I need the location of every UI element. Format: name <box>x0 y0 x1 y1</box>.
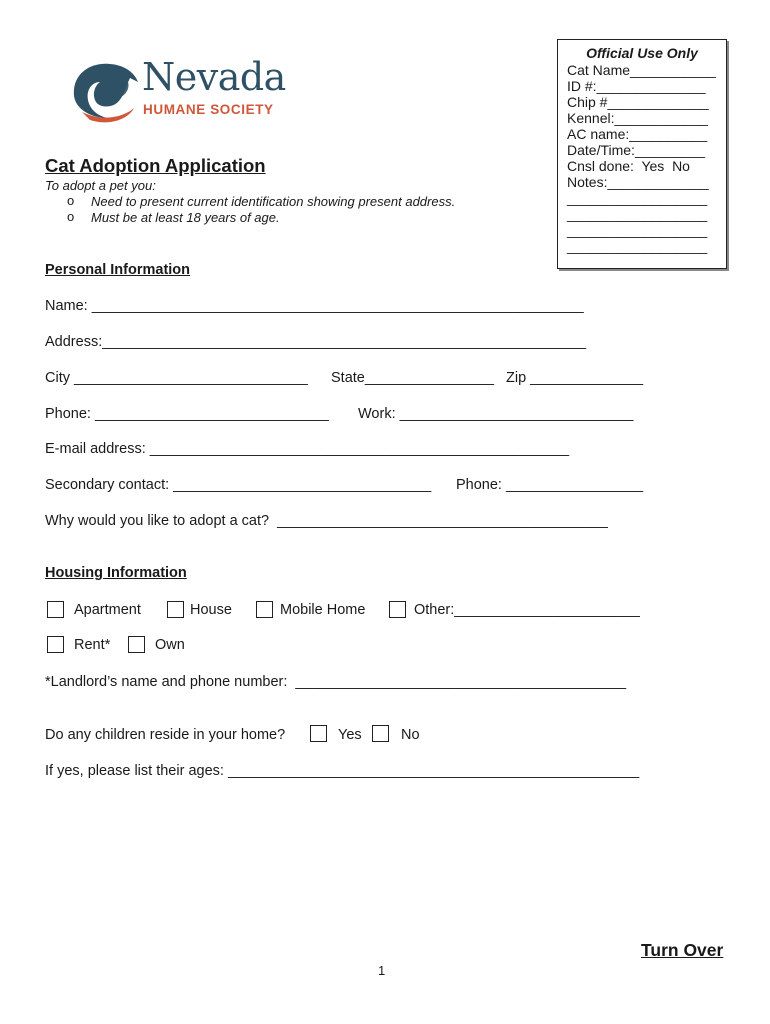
apartment-label: Apartment <box>74 602 141 618</box>
bullet-icon: o <box>67 209 75 224</box>
official-use-title: Official Use Only <box>586 45 698 61</box>
children-question: Do any children reside in your home? <box>45 727 286 743</box>
zip-field[interactable]: Zip ______________ <box>506 370 644 386</box>
official-use-box <box>557 39 727 269</box>
bullet-icon: o <box>67 193 75 208</box>
children-no-label: No <box>401 727 420 743</box>
page-title: Cat Adoption Application <box>45 155 266 176</box>
address-field[interactable]: Address:____________________________________________________________ <box>45 334 587 350</box>
official-line: __________________ <box>567 190 708 206</box>
rent-checkbox[interactable] <box>47 636 64 653</box>
other-field[interactable]: Other:_______________________ <box>414 602 640 618</box>
official-line: Kennel:____________ <box>567 110 708 126</box>
official-line: __________________ <box>567 206 708 222</box>
intro-text: To adopt a pet you: <box>45 178 156 193</box>
own-checkbox[interactable] <box>128 636 145 653</box>
official-line: Notes:_____________ <box>567 174 709 190</box>
requirement-item: Need to present current identification showing present address. <box>91 194 456 209</box>
email-field[interactable]: E-mail address: ____________________________________________________ <box>45 441 570 457</box>
children-yes-label: Yes <box>338 727 362 743</box>
official-line: Date/Time:_________ <box>567 142 706 158</box>
own-label: Own <box>155 637 185 653</box>
mobile-home-label: Mobile Home <box>280 602 366 618</box>
apartment-checkbox[interactable] <box>47 601 64 618</box>
secondary-phone-field[interactable]: Phone: _________________ <box>456 477 644 493</box>
why-adopt-field[interactable]: Why would you like to adopt a cat? _________________________________________ <box>45 513 608 529</box>
page-number: 1 <box>378 963 386 978</box>
house-checkbox[interactable] <box>167 601 184 618</box>
official-line: AC name:__________ <box>567 126 708 142</box>
children-yes-checkbox[interactable] <box>310 725 327 742</box>
phone-field[interactable]: Phone: _____________________________ <box>45 406 329 422</box>
official-line: Cat Name___________ <box>567 62 716 78</box>
official-line: Chip #_____________ <box>567 94 709 110</box>
house-label: House <box>190 602 232 618</box>
name-field[interactable]: Name: _____________________________________________________________ <box>45 298 584 314</box>
logo-name: Nevada <box>142 55 286 99</box>
personal-section-title: Personal Information <box>45 262 191 278</box>
rent-label: Rent* <box>74 637 111 653</box>
work-phone-field[interactable]: Work: _____________________________ <box>358 406 634 422</box>
requirement-item: Must be at least 18 years of age. <box>91 210 280 225</box>
logo-subtitle: HUMANE SOCIETY <box>143 102 274 117</box>
mobile-home-checkbox[interactable] <box>256 601 273 618</box>
city-field[interactable]: City _____________________________ <box>45 370 308 386</box>
official-line: Cnsl done: Yes No <box>567 158 690 174</box>
official-line: ID #:______________ <box>567 78 706 94</box>
other-checkbox[interactable] <box>389 601 406 618</box>
state-field[interactable]: State________________ <box>331 370 494 386</box>
secondary-contact-field[interactable]: Secondary contact: ________________________________ <box>45 477 432 493</box>
official-line: __________________ <box>567 238 708 254</box>
housing-section-title: Housing Information <box>45 565 187 581</box>
children-no-checkbox[interactable] <box>372 725 389 742</box>
turn-over-label: Turn Over <box>641 940 724 960</box>
official-line: __________________ <box>567 222 708 238</box>
landlord-field[interactable]: *Landlord’s name and phone number: _________________________________________ <box>45 674 627 690</box>
children-ages-field[interactable]: If yes, please list their ages: ___________________________________________________ <box>45 763 640 779</box>
